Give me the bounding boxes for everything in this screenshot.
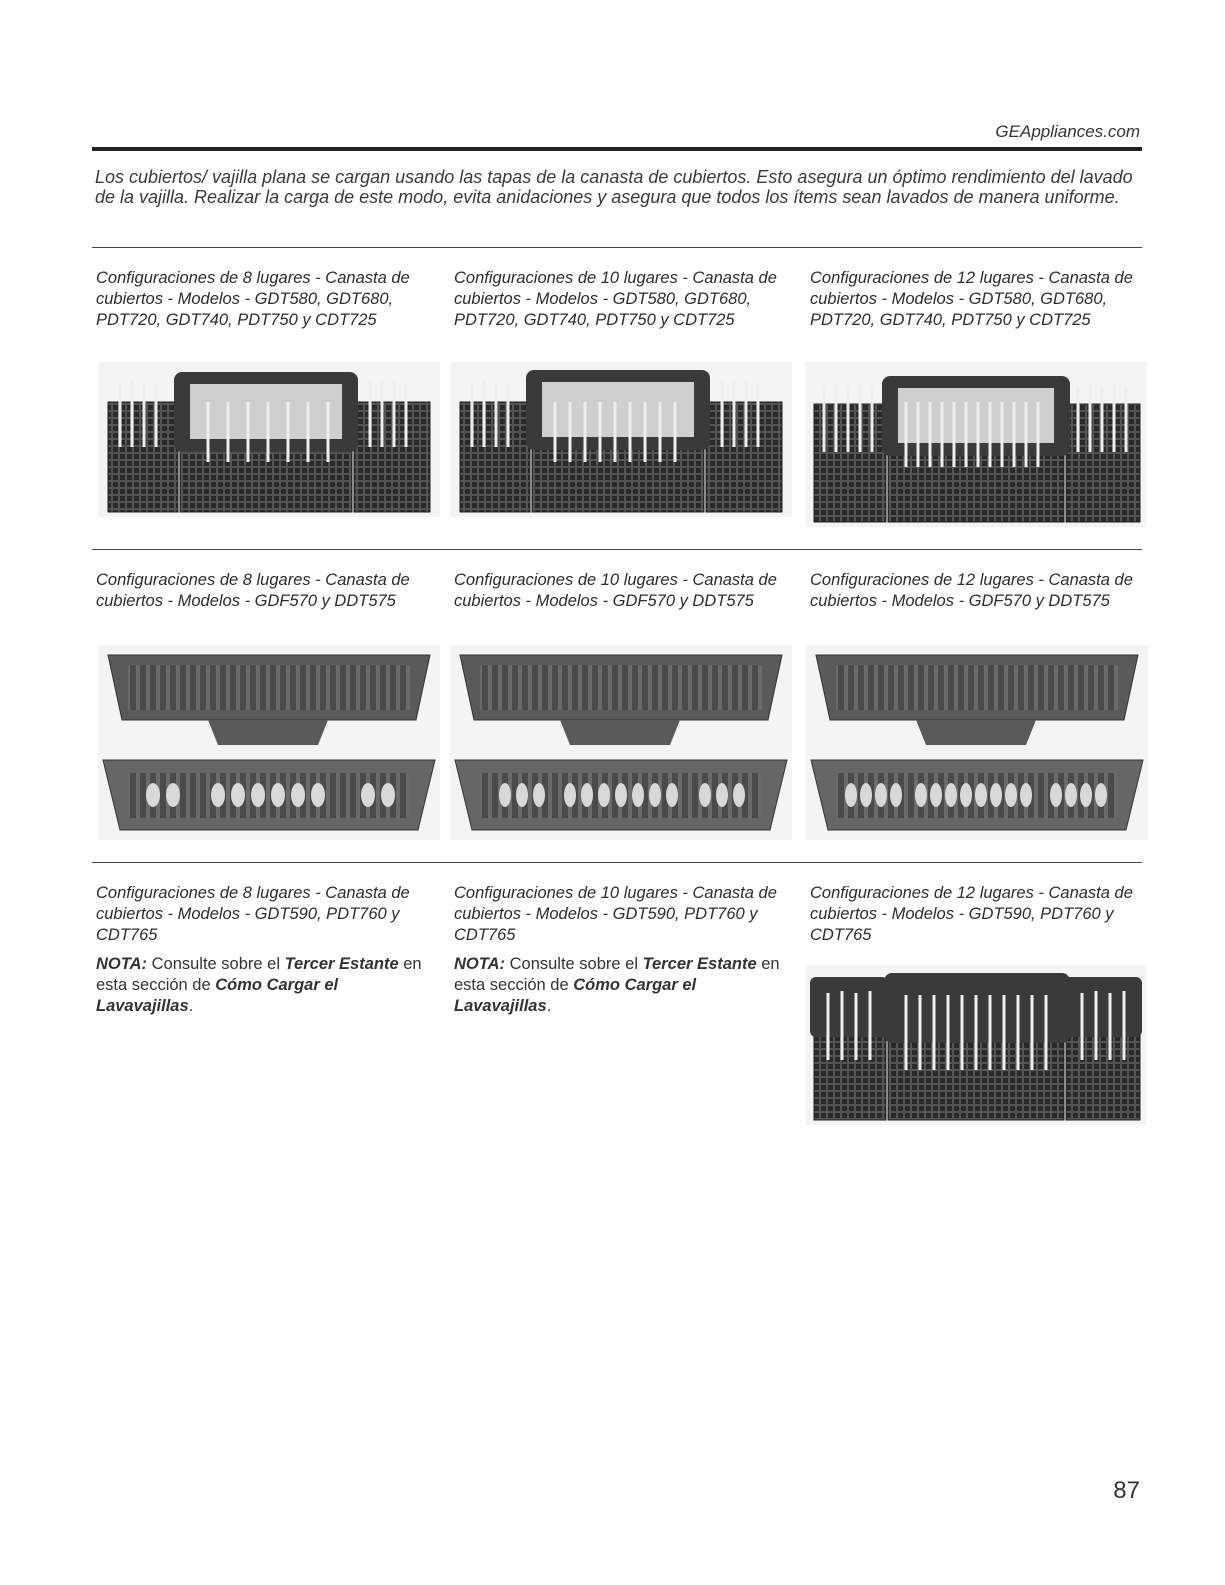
silverware-tray-photo — [806, 645, 1148, 840]
row1-col1 — [96, 268, 446, 331]
row1-col3 — [810, 268, 1145, 331]
silverware-basket-photo — [450, 362, 792, 517]
row3-col1 — [96, 883, 436, 1017]
section-divider — [92, 862, 1142, 863]
note: NOTA: Consulte sobre el Tercer Estante en esta sección de Cómo Cargar el Lavavajillas. — [96, 955, 422, 1015]
row2-col3 — [810, 570, 1140, 612]
caption: Configuraciones de 12 lugares - Canasta de cubiertos - Modelos - GDT590, PDT760 y CDT765 — [810, 884, 1133, 944]
caption: Configuraciones de 8 lugares - Canasta de cubiertos - Modelos - GDT590, PDT760 y CDT765 — [96, 884, 410, 944]
row2-col2 — [454, 570, 784, 612]
silverware-basket-photo — [98, 362, 440, 517]
silverware-basket-photo — [806, 965, 1146, 1125]
caption: Configuraciones de 10 lugares - Canasta de cubiertos - Modelos - GDF570 y DDT575 — [454, 571, 777, 610]
row3-col3 — [810, 883, 1145, 946]
silverware-basket-photo — [806, 362, 1146, 527]
section-divider — [92, 247, 1142, 248]
row3-col2 — [454, 883, 794, 1017]
caption: Configuraciones de 8 lugares - Canasta de cubiertos - Modelos - GDT580, GDT680, PDT720, GDT740, PDT750 y CDT725 — [96, 269, 410, 329]
row1-col2 — [454, 268, 799, 331]
caption: Configuraciones de 10 lugares - Canasta de cubiertos - Modelos - GDT580, GDT680, PDT720, GDT740, PDT750 y CDT725 — [454, 269, 777, 329]
caption: Configuraciones de 12 lugares - Canasta de cubiertos - Modelos - GDF570 y DDT575 — [810, 571, 1133, 610]
section-divider — [92, 549, 1142, 550]
header-rule — [92, 147, 1142, 151]
caption: Configuraciones de 10 lugares - Canasta de cubiertos - Modelos - GDT590, PDT760 y CDT765 — [454, 884, 777, 944]
row2-col1 — [96, 570, 426, 612]
page-number: 87 — [1113, 1477, 1140, 1504]
header-site: GEAppliances.com — [995, 122, 1140, 141]
intro-paragraph: Los cubiertos/ vajilla plana se cargan usando las tapas de la canasta de cubiertos. Esto asegura un óptimo rendimiento del lavado de la vajilla. Realizar la carga de este modo, evita anidaciones y asegura que todos los ítems sean lavados de manera uniforme. — [95, 167, 1133, 207]
caption: Configuraciones de 12 lugares - Canasta de cubiertos - Modelos - GDT580, GDT680, PDT720, GDT740, PDT750 y CDT725 — [810, 269, 1133, 329]
caption: Configuraciones de 8 lugares - Canasta de cubiertos - Modelos - GDF570 y DDT575 — [96, 571, 410, 610]
note: NOTA: Consulte sobre el Tercer Estante en esta sección de Cómo Cargar el Lavavajillas. — [454, 955, 780, 1015]
silverware-tray-photo — [98, 645, 440, 840]
silverware-tray-photo — [450, 645, 792, 840]
